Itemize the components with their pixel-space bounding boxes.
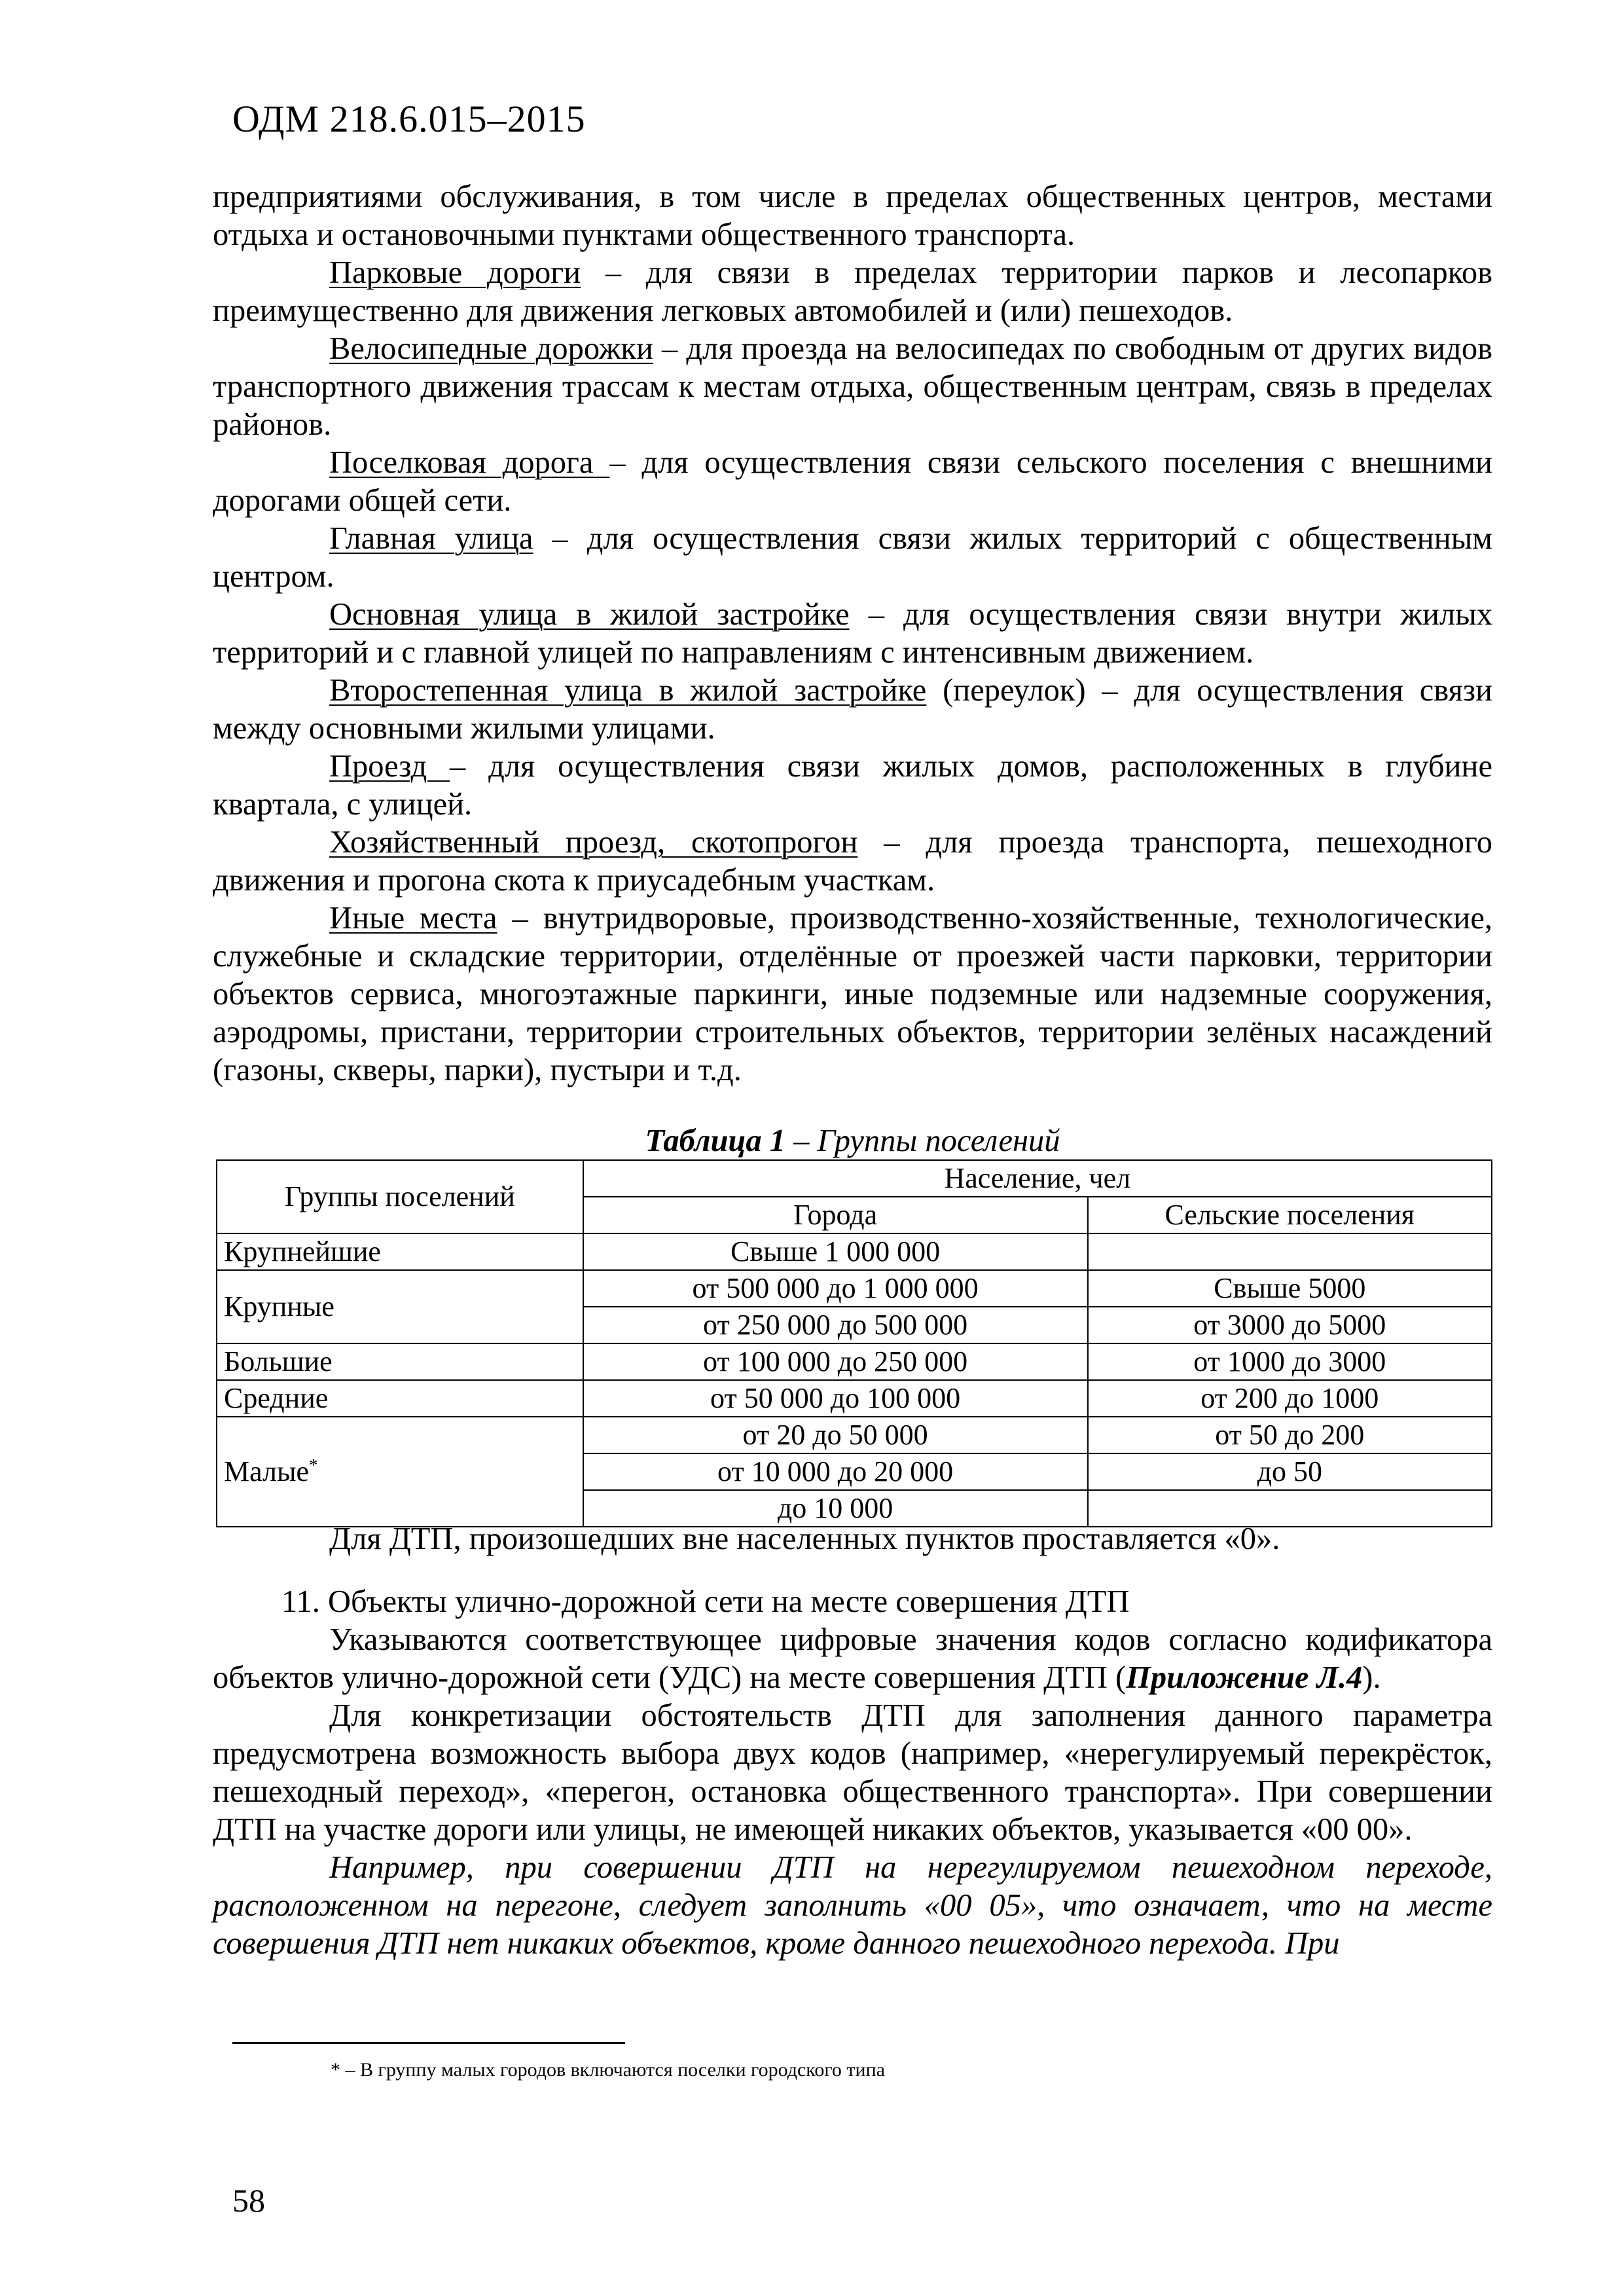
term: Основная улица в жилой застройке bbox=[329, 597, 850, 632]
term: Главная улица bbox=[329, 521, 533, 556]
term: Иные места bbox=[329, 901, 497, 936]
group-cell: Крупнейшие bbox=[217, 1233, 583, 1270]
city-cell: от 20 до 50 000 bbox=[583, 1417, 1088, 1453]
city-cell: Свыше 1 000 000 bbox=[583, 1233, 1088, 1270]
definition: – для проезда на велосипедах по свободным от других видов транспортного движения трассам к местам отдыха, общественным центрам, связь в пределах районов. bbox=[213, 331, 1492, 442]
definition: – для осуществления связи жилых территорий с общественным центром. bbox=[213, 521, 1492, 594]
paragraph bbox=[213, 596, 1492, 672]
city-cell: от 500 000 до 1 000 000 bbox=[583, 1270, 1088, 1307]
rural-cell bbox=[1088, 1233, 1492, 1270]
paragraph bbox=[213, 254, 1492, 330]
document-code-header: ОДМ 218.6.015–2015 bbox=[232, 98, 586, 140]
footnote-separator bbox=[232, 2042, 625, 2044]
city-cell: до 10 000 bbox=[583, 1490, 1088, 1527]
table-caption-number: Таблица 1 bbox=[645, 1123, 786, 1158]
paragraph bbox=[213, 520, 1492, 596]
example-paragraph: Например, при совершении ДТП на нерегулируемом пешеходном переходе, расположенном на перегоне, следует заполнить «00 05», что означает, что на месте совершения ДТП нет никаких объектов, кроме данного пешеходного перехода. При bbox=[213, 1850, 1492, 1961]
table-note: Для ДТП, произошедших вне населенных пунктов проставляется «0». bbox=[329, 1522, 1280, 1556]
city-cell: от 10 000 до 20 000 bbox=[583, 1453, 1088, 1490]
term: Проезд bbox=[329, 749, 450, 784]
city-cell: от 100 000 до 250 000 bbox=[583, 1343, 1088, 1380]
footnote-mark: * bbox=[309, 1455, 318, 1475]
section-title: 11. Объекты улично-дорожной сети на месте совершения ДТП bbox=[281, 1584, 1130, 1619]
after-table-text bbox=[213, 1520, 1492, 1963]
rural-cell: от 3000 до 5000 bbox=[1088, 1307, 1492, 1343]
rural-cell: от 200 до 1000 bbox=[1088, 1380, 1492, 1417]
definition: – для осуществления связи сельского поселения с внешними дорогами общей сети. bbox=[213, 445, 1492, 518]
term: Поселковая дорога bbox=[329, 445, 610, 480]
settlement-groups-table bbox=[216, 1159, 1492, 1527]
paragraph bbox=[213, 748, 1492, 824]
definition: – внутридворовые, производственно-хозяйственные, технологические, служебные и складские территории, отделённые от проезжей части парковки, территории объектов сервиса, многоэтажные паркинги, иные подземные или надземные сооружения, аэродромы, пристани, территории строительных объектов, территории зелёных насаждений (газоны, скверы, парки), пустыри и т.д. bbox=[213, 901, 1492, 1087]
paragraph bbox=[213, 824, 1492, 900]
table-header-population: Население, чел bbox=[583, 1160, 1492, 1197]
table-header-groups: Группы поселений bbox=[217, 1160, 583, 1233]
definition: – для связи в пределах территории парков и лесопарков преимущественно для движения легковых автомобилей и (или) пешеходов. bbox=[213, 255, 1492, 328]
paragraph bbox=[213, 1621, 1492, 1697]
group-cell: Большие bbox=[217, 1343, 583, 1380]
term: Велосипедные дорожки bbox=[329, 331, 653, 366]
paragraph bbox=[213, 672, 1492, 748]
table-row bbox=[217, 1270, 1492, 1307]
term: Хозяйственный проезд, скотопрогон bbox=[329, 825, 858, 860]
table-row bbox=[217, 1233, 1492, 1270]
paragraph: Для конкретизации обстоятельств ДТП для заполнения данного параметра предусмотрена возможность выбора двух кодов (например, «нерегулируемый перекрёсток, пешеходный переход», «перегон, остановка общественного транспорта». При совершении ДТП на участке дороги или улицы, не имеющей никаких объектов, указывается «00 00». bbox=[213, 1698, 1492, 1847]
group-name: Малые bbox=[224, 1455, 310, 1487]
term: Парковые дороги bbox=[329, 255, 581, 290]
table-row bbox=[217, 1417, 1492, 1453]
city-cell: от 250 000 до 500 000 bbox=[583, 1307, 1088, 1343]
rural-cell: Свыше 5000 bbox=[1088, 1270, 1492, 1307]
footnote: * – В группу малых городов включаются поселки городского типа bbox=[331, 2059, 885, 2081]
paragraph-text: ). bbox=[1362, 1660, 1381, 1695]
body-text bbox=[213, 178, 1492, 1089]
paragraph bbox=[213, 900, 1492, 1089]
table-row bbox=[217, 1343, 1492, 1380]
city-cell: от 50 000 до 100 000 bbox=[583, 1380, 1088, 1417]
rural-cell: до 50 bbox=[1088, 1453, 1492, 1490]
definition: (переулок) – для осуществления связи между основными жилыми улицами. bbox=[213, 673, 1492, 746]
paragraph: предприятиями обслуживания, в том числе в пределах общественных центров, местами отдыха и остановочными пунктами общественного транспорта. bbox=[213, 179, 1492, 252]
rural-cell: от 1000 до 3000 bbox=[1088, 1343, 1492, 1380]
paragraph-text: Указываются соответствующее цифровые значения кодов согласно кодификатора объектов улично-дорожной сети (УДС) на месте совершения ДТП ( bbox=[213, 1622, 1492, 1695]
definition: – для осуществления связи внутри жилых территорий и с главной улицей по направлениям с интенсивным движением. bbox=[213, 597, 1492, 670]
group-cell: Крупные bbox=[217, 1270, 583, 1343]
table-row bbox=[217, 1380, 1492, 1417]
paragraph bbox=[213, 444, 1492, 520]
table-header-cities: Города bbox=[583, 1197, 1088, 1233]
group-cell: Средние bbox=[217, 1380, 583, 1417]
table-caption-title: – Группы поселений bbox=[785, 1123, 1060, 1158]
definition: – для проезда транспорта, пешеходного движения и прогона скота к приусадебным участкам. bbox=[213, 825, 1492, 898]
group-cell bbox=[217, 1417, 583, 1527]
definition: – для осуществления связи жилых домов, расположенных в глубине квартала, с улицей. bbox=[213, 749, 1492, 822]
paragraph bbox=[213, 330, 1492, 444]
appendix-reference: Приложение Л.4 bbox=[1126, 1660, 1363, 1695]
table-caption bbox=[213, 1123, 1492, 1159]
page-number: 58 bbox=[232, 2182, 265, 2219]
term: Второстепенная улица в жилой застройке bbox=[329, 673, 927, 708]
table-header-rural: Сельские поселения bbox=[1088, 1197, 1492, 1233]
rural-cell: от 50 до 200 bbox=[1088, 1417, 1492, 1453]
